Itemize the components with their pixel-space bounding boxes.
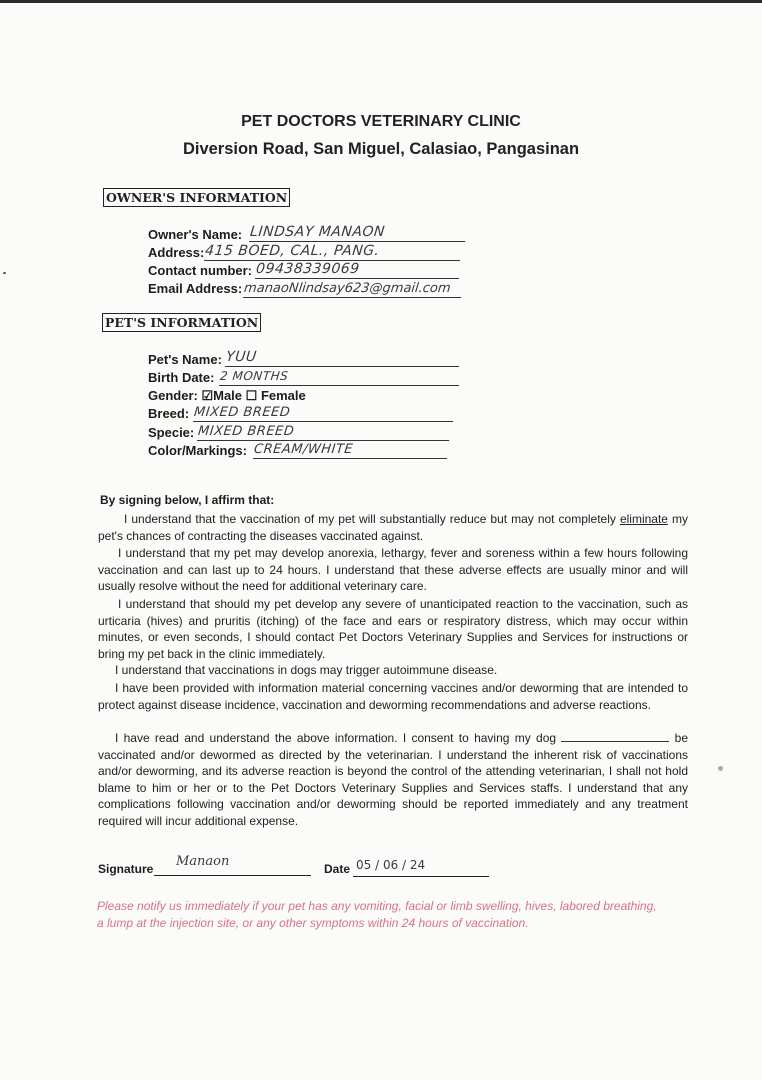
pet-color-field[interactable]: CREAM/WHITE xyxy=(253,441,449,459)
owner-address-label: Address: xyxy=(148,245,205,260)
owner-name-field[interactable]: LINDSAY MANAON xyxy=(249,224,467,242)
female-option-label: Female xyxy=(260,388,306,403)
signature-label: Signature xyxy=(98,862,154,876)
clinic-address: Diversion Road, San Miguel, Calasiao, Pangasinan xyxy=(182,140,580,158)
male-option-label: Male xyxy=(213,388,243,403)
affirm-paragraph-5: I have been provided with information material concerning vaccines and/or deworming that are intended to protect against disease incidence, vaccination and deworming recommendations and adverse reactions. xyxy=(98,681,688,712)
affirm-paragraph-1-text-end: my pet's chances of contracting the diseases vaccinated against. xyxy=(98,512,688,543)
date-handwriting: 05 / 06 / 24 xyxy=(356,858,426,872)
pet-specie-label: Specie: xyxy=(148,425,195,440)
female-checkbox-icon[interactable]: ☐ xyxy=(245,388,258,403)
owner-name-label: Owner's Name: xyxy=(148,227,243,242)
pet-birth-field[interactable]: 2 MONTHS xyxy=(219,368,461,386)
owner-contact-label: Contact number: xyxy=(148,263,252,278)
owner-email-field[interactable]: manaoNlindsay623@gmail.com xyxy=(243,280,463,298)
affirm-paragraph-6-text: I have read and understand the above information. I consent to having my dog xyxy=(115,731,557,745)
signature-handwriting: Manaon xyxy=(176,854,230,869)
pet-gender-row xyxy=(148,387,306,404)
affirm-paragraph-1-text: I understand that the vaccination of my pet will substantially reduce but may not completely xyxy=(124,512,616,526)
affirm-paragraph-6 xyxy=(98,730,688,830)
scan-speck xyxy=(3,272,6,274)
owner-address-field[interactable]: 415 BOED, CAL., PANG. xyxy=(204,243,462,261)
clinic-title: PET DOCTORS VETERINARY CLINIC xyxy=(241,113,521,130)
pet-section-title: PET'S INFORMATION xyxy=(102,313,261,332)
pet-name-field[interactable]: YUU xyxy=(225,349,461,367)
owner-contact-field[interactable]: 09438339069 xyxy=(255,261,461,279)
pet-breed-field[interactable]: MIXED BREED xyxy=(193,404,455,422)
pet-birth-label: Birth Date: xyxy=(148,370,215,385)
affirm-paragraph-4: I understand that vaccinations in dogs may trigger autoimmune disease. xyxy=(115,663,498,677)
affirm-paragraph-6-text-end: be vaccinated and/or dewormed as directed by the veterinarian. I understand the inherent risk of vaccinations and/or deworming, and its adverse reaction is beyond the control of the attending veterinarian, I shall not hold blame to him or her or to the Pet Doctors Veterinary Supplies and Services staffs. I understand that any complications following vaccination and/or deworming should be reported immediately and any treatment required will incur additional expense. xyxy=(98,731,688,828)
eliminate-underlined: eliminate xyxy=(619,512,668,526)
owner-email-label: Email Address: xyxy=(148,281,243,296)
pet-color-label: Color/Markings: xyxy=(148,443,247,458)
date-line[interactable] xyxy=(353,876,489,877)
affirm-heading: By signing below, I affirm that: xyxy=(100,493,275,507)
pet-name-label: Pet's Name: xyxy=(148,352,222,367)
male-checkbox-checked-icon[interactable]: ☑ xyxy=(201,388,214,403)
scan-speck xyxy=(718,766,723,771)
affirm-paragraph-1 xyxy=(98,511,688,544)
pet-breed-label: Breed: xyxy=(148,406,190,421)
notice-text: Please notify us immediately if your pet has any vomiting, facial or limb swelling, hives, labored breathing, a lump at the injection site, or any other symptoms within 24 hours of vaccination. xyxy=(97,899,657,930)
dog-name-blank[interactable] xyxy=(561,730,669,742)
affirm-paragraph-3: I understand that should my pet develop any severe of unanticipated reaction to the vaccination, such as urticaria (hives) and pruritis (itching) of the face and ears or respiratory distress, which may occur within minutes, or even seconds, I should contact Pet Doctors Veterinary Supplies and Services for instructions or bring my pet back in the clinic immediately. xyxy=(98,597,688,661)
date-label: Date xyxy=(324,862,351,876)
pet-gender-label: Gender: xyxy=(148,388,198,403)
pet-specie-field[interactable]: MIXED BREED xyxy=(197,423,451,441)
scan-top-edge xyxy=(0,0,762,3)
affirm-paragraph-2: I understand that my pet may develop anorexia, lethargy, fever and soreness within a few hours following vaccination and can last up to 24 hours. I understand that these adverse effects are usually minor and will usually resolve without the need for additional veterinary care. xyxy=(98,546,688,594)
signature-line[interactable] xyxy=(154,875,311,876)
owner-section-title: OWNER'S INFORMATION xyxy=(103,188,290,207)
